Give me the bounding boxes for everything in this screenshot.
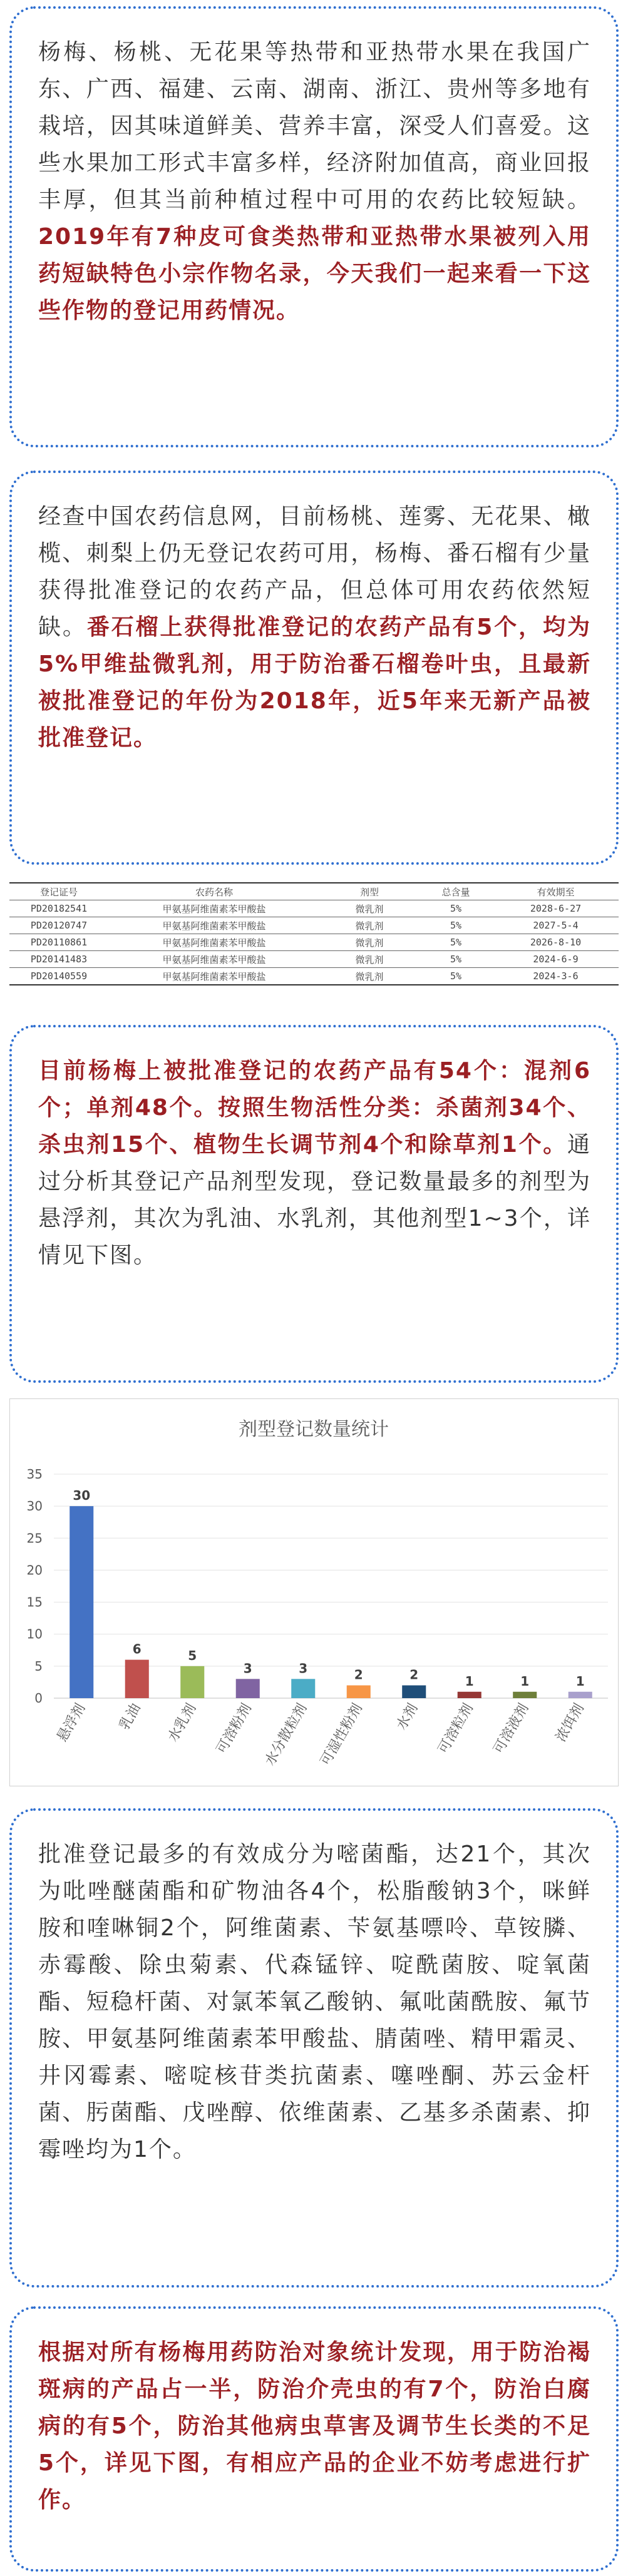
y-tick-label: 35	[26, 1467, 43, 1482]
table-row	[9, 951, 619, 968]
registry-highlight: 番石榴上获得批准登记的农药产品有5个，均为5%甲维盐微乳剂，用于防治番石榴卷叶虫，且最新被批准登记的年份为2018年，近5年来无新产品被批准登记。	[38, 614, 591, 751]
yangmei-summary-card	[9, 1025, 619, 1383]
cell-formulation: 微乳剂	[320, 968, 419, 985]
cell-formulation: 微乳剂	[320, 934, 419, 951]
cell-pesticide-name: 甲氨基阿维菌素苯甲酸盐	[108, 917, 320, 934]
bar-value-label: 1	[520, 1673, 530, 1689]
cell-expiry: 2026-8-10	[493, 934, 619, 951]
yangmei-summary-highlight: 目前杨梅上被批准登记的农药产品有54个：混剂6个；单剂48个。按照生物活性分类：杀菌剂34个、杀虫剂15个、植物生长调节剂4个和除草剂1个。	[38, 1058, 591, 1158]
cell-expiry: 2028-6-27	[493, 900, 619, 917]
cell-reg-no: PD20141483	[9, 951, 108, 968]
bar-value-label: 2	[409, 1667, 419, 1683]
bar-value-label: 3	[299, 1661, 308, 1676]
bar-3	[236, 1679, 260, 1698]
yangmei-summary-text: 通过分析其登记产品剂型发现，登记数量最多的剂型为悬浮剂，其次为乳油、水乳剂，其他剂型1~3个，详情见下图。	[38, 1132, 591, 1268]
intro-highlight: 2019年有7种皮可食类热带和亚热带水果被列入用药短缺特色小宗作物名录，今天我们一起来看一下这些作物的登记用药情况。	[38, 224, 591, 323]
registry-paragraph	[38, 498, 591, 756]
col-header-reg-no: 登记证号	[9, 883, 108, 900]
category-label: 可湿性粉剂	[317, 1701, 366, 1769]
active-ingredient-paragraph: 批准登记最多的有效成分为嘧菌酯，达21个，其次为吡唑醚菌酯和矿物油各4个，松脂酸钠3个，咪鲜胺和喹啉铜2个，阿维菌素、苄氨基嘌呤、草铵膦、赤霉酸、除虫菊素、代森锰锌、啶酰菌胺、啶氧菌酯、短稳杆菌、对氯苯氧乙酸钠、氟吡菌酰胺、氟节胺、甲氨基阿维菌素苯甲酸盐、腈菌唑、精甲霜灵、井冈霉素、嘧啶核苷类抗菌素、噻唑酮、苏云金杆菌、肟菌酯、戊唑醇、依维菌素、乙基多杀菌素、抑霉唑均为1个。	[38, 1841, 591, 2162]
cell-pesticide-name: 甲氨基阿维菌素苯甲酸盐	[108, 951, 320, 968]
col-header-expiry: 有效期至	[493, 883, 619, 900]
cell-reg-no: PD20182541	[9, 900, 108, 917]
cell-content: 5%	[419, 934, 493, 951]
category-label: 可溶液剂	[490, 1701, 532, 1757]
table-row	[9, 900, 619, 917]
intro-card	[9, 6, 619, 447]
bar-4	[291, 1679, 315, 1698]
formulation-bar-chart	[9, 1398, 619, 1786]
table-header-row	[9, 883, 619, 900]
cell-formulation: 微乳剂	[320, 900, 419, 917]
cell-content: 5%	[419, 917, 493, 934]
table-row	[9, 934, 619, 951]
category-label: 水剂	[393, 1701, 421, 1733]
table-row	[9, 968, 619, 985]
yangmei-summary-paragraph	[38, 1052, 591, 1274]
cell-reg-no: PD20110861	[9, 934, 108, 951]
category-label: 乳油	[116, 1701, 144, 1733]
cell-expiry: 2024-3-6	[493, 968, 619, 985]
bar-8	[513, 1692, 537, 1698]
chart-title: 剂型登记数量统计	[239, 1418, 389, 1440]
bar-value-label: 1	[465, 1673, 474, 1689]
y-tick-label: 20	[26, 1562, 43, 1578]
active-ingredient-card	[9, 1808, 619, 2288]
category-label: 可溶粉剂	[214, 1701, 255, 1757]
bar-value-label: 3	[243, 1661, 252, 1676]
cell-reg-no: PD20140559	[9, 968, 108, 985]
table-body	[9, 900, 619, 985]
col-header-content: 总含量	[419, 883, 493, 900]
cell-pesticide-name: 甲氨基阿维菌素苯甲酸盐	[108, 900, 320, 917]
bar-1	[125, 1660, 149, 1698]
category-label: 悬浮剂	[54, 1701, 89, 1745]
bar-5	[347, 1686, 371, 1698]
bar-value-label: 6	[132, 1641, 142, 1657]
intro-text: 杨梅、杨桃、无花果等热带和亚热带水果在我国广东、广西、福建、云南、湖南、浙江、贵州等多地有栽培，因其味道鲜美、营养丰富，深受人们喜爱。这些水果加工形式丰富多样，经济附加值高，商业回报丰厚，但其当前种植过程中可用的农药比较短缺。	[38, 39, 591, 213]
bar-6	[402, 1686, 426, 1698]
bar-value-label: 1	[575, 1673, 585, 1689]
bar-0	[69, 1506, 93, 1698]
y-tick-label: 15	[26, 1594, 43, 1610]
bar-value-label: 5	[188, 1647, 197, 1663]
category-label: 水分散粒剂	[262, 1701, 311, 1769]
y-tick-label: 0	[34, 1691, 43, 1706]
category-label: 可溶粒剂	[435, 1701, 476, 1757]
chart-svg	[10, 1399, 618, 1786]
chart-labels	[27, 1467, 587, 1768]
target-summary-card	[9, 2306, 619, 2572]
y-tick-label: 10	[26, 1626, 43, 1642]
cell-pesticide-name: 甲氨基阿维菌素苯甲酸盐	[108, 968, 320, 985]
y-tick-label: 30	[26, 1499, 43, 1514]
registry-text: 经查中国农药信息网，目前杨桃、莲雾、无花果、橄榄、刺梨上仍无登记农药可用，杨梅、番石榴有少量获得批准登记的农药产品，但总体可用农药依然短缺。	[38, 504, 591, 640]
guava-registration-table	[9, 882, 619, 985]
table-row	[9, 917, 619, 934]
col-header-formulation: 剂型	[320, 883, 419, 900]
cell-content: 5%	[419, 951, 493, 968]
cell-content: 5%	[419, 968, 493, 985]
cell-reg-no: PD20120747	[9, 917, 108, 934]
cell-formulation: 微乳剂	[320, 951, 419, 968]
bar-value-label: 30	[73, 1488, 91, 1504]
target-summary-paragraph: 根据对所有杨梅用药防治对象统计发现，用于防治褐斑病的产品占一半，防治介壳虫的有7个，防治白腐病的有5个，防治其他病虫草害及调节生长类的不足5个，详见下图，有相应产品的企业不妨考虑进行扩作。	[38, 2339, 591, 2513]
bar-value-label: 2	[354, 1667, 363, 1683]
intro-paragraph	[38, 34, 591, 329]
cell-expiry: 2024-6-9	[493, 951, 619, 968]
cell-pesticide-name: 甲氨基阿维菌素苯甲酸盐	[108, 934, 320, 951]
bar-7	[458, 1692, 481, 1698]
cell-expiry: 2027-5-4	[493, 917, 619, 934]
bar-9	[569, 1692, 592, 1698]
col-header-pesticide-name: 农药名称	[108, 883, 320, 900]
category-label: 水乳剂	[165, 1701, 200, 1745]
registry-card	[9, 471, 619, 865]
y-tick-label: 5	[34, 1658, 43, 1674]
y-tick-label: 25	[26, 1530, 43, 1546]
category-label: 浓饵剂	[553, 1701, 587, 1745]
cell-content: 5%	[419, 900, 493, 917]
bar-2	[180, 1666, 204, 1698]
cell-formulation: 微乳剂	[320, 917, 419, 934]
